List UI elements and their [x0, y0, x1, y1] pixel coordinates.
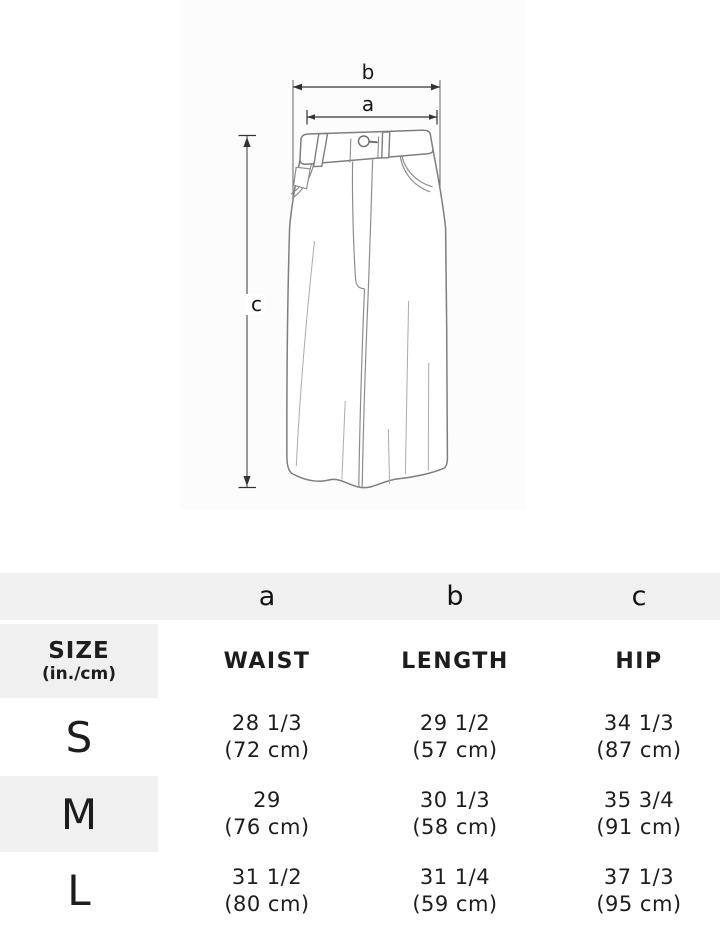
- value-inches: 29 1/2: [419, 711, 491, 735]
- waist-button-tab: [369, 142, 377, 143]
- column-letter-waist: a: [258, 581, 276, 612]
- value-cm: (95 cm): [596, 891, 682, 916]
- value-cm: (80 cm): [224, 891, 310, 916]
- table-row-size-m: [0, 776, 720, 852]
- waist-button: [359, 136, 370, 147]
- column-letters-row: [0, 573, 720, 620]
- measure-c-label: c: [251, 292, 262, 316]
- column-header-length: LENGTH: [401, 648, 509, 674]
- length-value-s: [376, 698, 534, 776]
- value-cm: (72 cm): [224, 738, 310, 762]
- table-row-size-s: [0, 698, 720, 776]
- size-header-title: SIZE: [48, 637, 110, 664]
- belt-loop-right: [382, 132, 390, 158]
- hip-value-l: [534, 852, 720, 929]
- measure-b-label: b: [361, 60, 375, 84]
- value-inches: 31 1/2: [231, 864, 303, 889]
- hip-value-m: [534, 776, 720, 852]
- column-letter-length: b: [446, 581, 464, 612]
- table-header-row: [0, 624, 720, 698]
- value-cm: (57 cm): [412, 738, 498, 762]
- size-header-unit: (in./cm): [42, 663, 116, 684]
- value-inches: 29: [253, 788, 281, 812]
- hip-value-s: [534, 698, 720, 776]
- value-cm: (91 cm): [596, 815, 682, 839]
- value-cm: (87 cm): [596, 738, 682, 762]
- size-label-s: S: [65, 712, 93, 762]
- column-letter-hip: c: [631, 581, 647, 612]
- waist-value-l: [158, 852, 376, 929]
- value-inches: 31 1/4: [419, 864, 491, 889]
- size-column-header: [0, 624, 158, 698]
- waist-value-s: [158, 698, 376, 776]
- value-inches: 34 1/3: [603, 711, 675, 735]
- value-inches: 35 3/4: [603, 788, 675, 812]
- measure-a-label: a: [361, 92, 375, 116]
- value-cm: (58 cm): [412, 815, 498, 839]
- column-header-waist: WAIST: [223, 648, 311, 674]
- length-value-m: [376, 776, 534, 852]
- length-value-l: [376, 852, 534, 929]
- band-seam-right: [378, 137, 379, 159]
- waist-value-m: [158, 776, 376, 852]
- size-label-l: L: [67, 866, 91, 915]
- value-inches: 37 1/3: [603, 864, 675, 889]
- coin-pocket: [294, 167, 311, 189]
- value-cm: (76 cm): [224, 815, 310, 839]
- value-inches: 30 1/3: [419, 788, 491, 812]
- value-inches: 28 1/3: [231, 711, 303, 735]
- letters-row-spacer: [0, 573, 158, 620]
- size-label-m: M: [0, 776, 158, 852]
- value-cm: (59 cm): [412, 891, 498, 916]
- column-header-hip: HIP: [615, 648, 663, 674]
- table-row-size-l: [0, 852, 720, 929]
- size-chart-table: [0, 573, 720, 929]
